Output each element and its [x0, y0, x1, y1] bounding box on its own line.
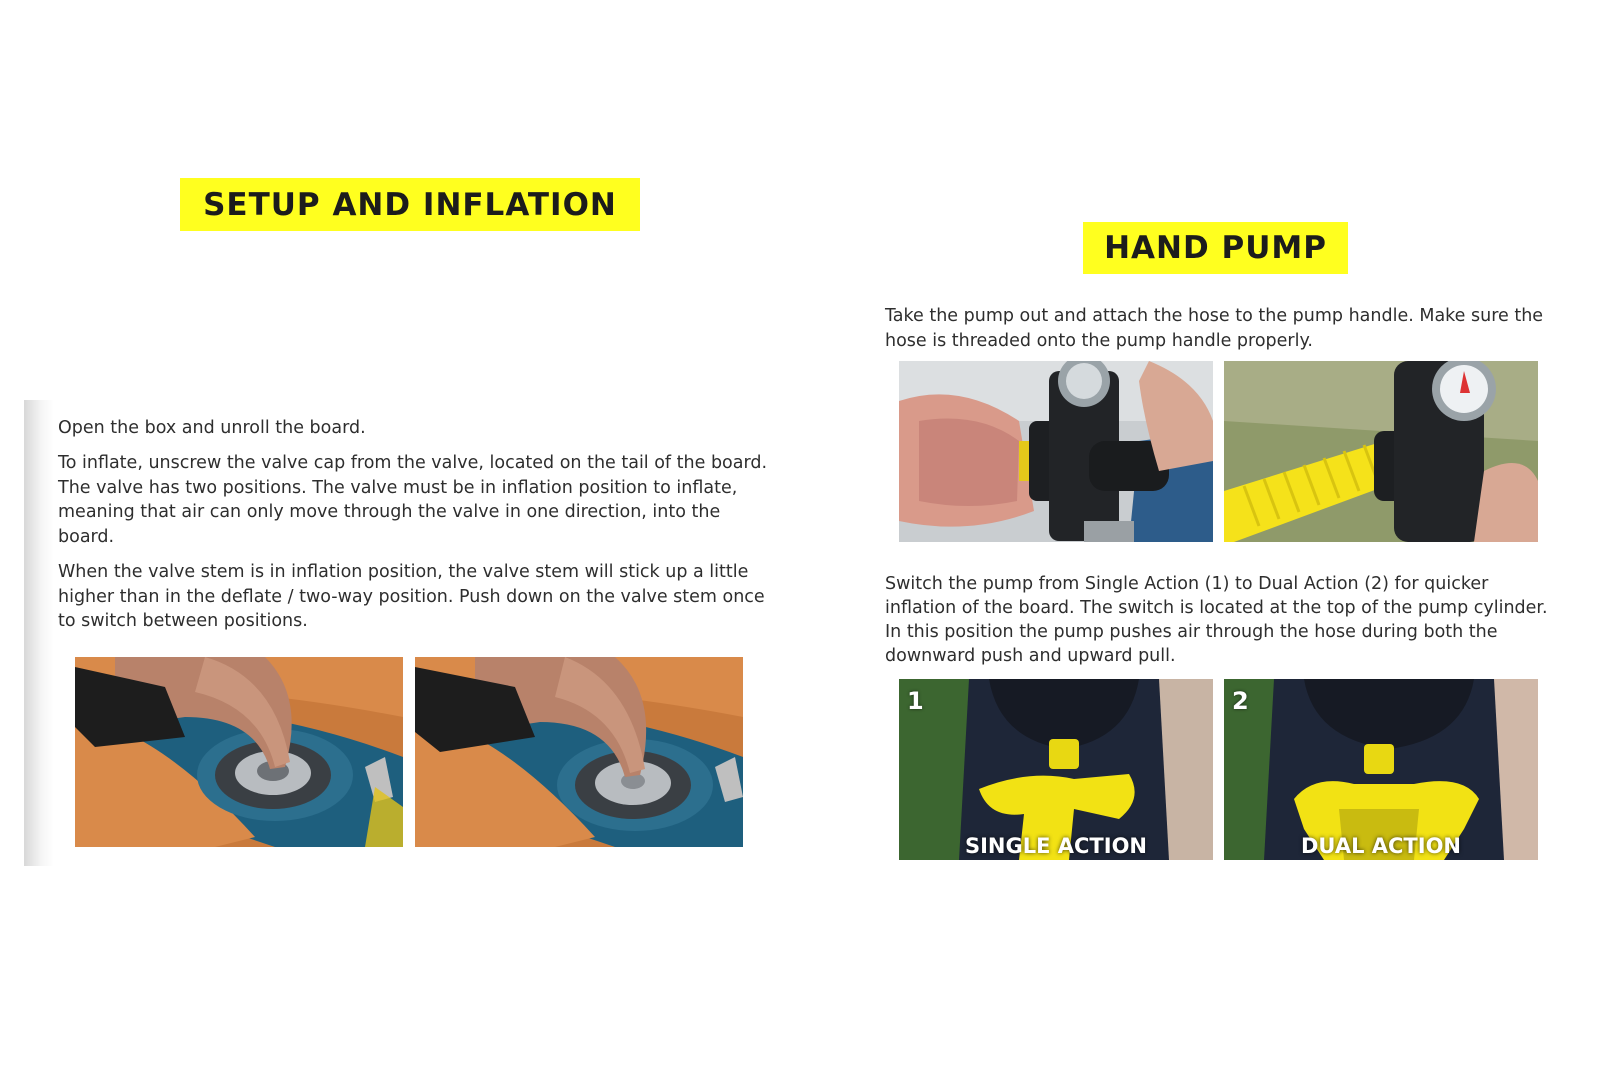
- setup-paragraph-1: Open the box and unroll the board.: [58, 418, 366, 438]
- pump-handle-photo: [899, 361, 1213, 542]
- pump-hose-photo: [1224, 361, 1538, 542]
- dual-action-caption: DUAL ACTION: [1300, 834, 1461, 858]
- page-edge-shadow: [24, 400, 54, 866]
- setup-heading: SETUP AND INFLATION: [203, 186, 617, 223]
- valve-photo-down: [415, 657, 743, 847]
- setup-paragraph-2: To inflate, unscrew the valve cap from the valve, located on the tail of the board. The valve has two positions. The valve must be in inflation position to inflate, meaning that air can only move through the valve in one direction, into the board.: [58, 453, 768, 547]
- pump-paragraph-1: Take the pump out and attach the hose to the pump handle. Make sure the hose is threaded onto the pump handle properly.: [885, 306, 1544, 351]
- single-action-number: 1: [907, 687, 924, 715]
- setup-paragraph-3: When the valve stem is in inflation position, the valve stem will stick up a little higher than in the deflate / two-way position. Push down on the valve stem once to switch between positions.: [58, 562, 765, 631]
- pump-paragraph-2: Switch the pump from Single Action (1) to Dual Action (2) for quicker inflation of the board. The switch is located at the top of the pump cylinder. In this position the pump pushes air through the hose during both the downward push and upward pull.: [885, 574, 1548, 666]
- valve-photo-up: [75, 657, 403, 847]
- single-action-photo: [899, 679, 1213, 860]
- single-action-caption: SINGLE ACTION: [964, 834, 1148, 858]
- hand-pump-heading: HAND PUMP: [1104, 230, 1327, 266]
- dual-action-number: 2: [1232, 687, 1249, 715]
- dual-action-photo: [1224, 679, 1538, 860]
- hand-pump-heading-banner: [1083, 222, 1348, 274]
- setup-heading-banner: [180, 178, 640, 231]
